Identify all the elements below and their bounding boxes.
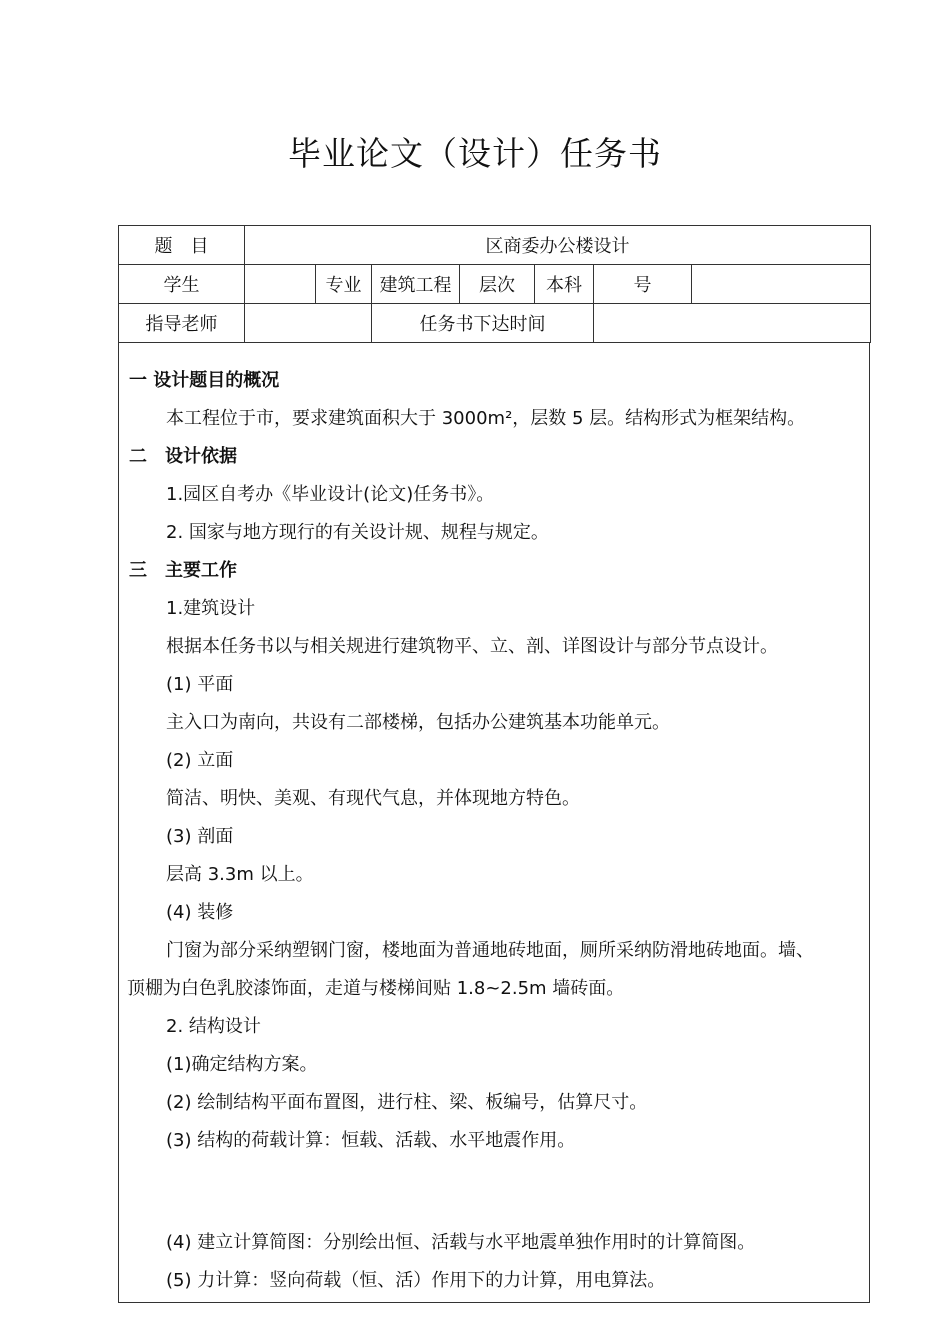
structure-heading: 2. 结构设计 <box>166 1016 261 1037</box>
plan-heading: (1) 平面 <box>166 674 234 695</box>
decoration-text-2: 顶棚为白色乳胶漆饰面，走道与楼梯间贴 1.8~2.5m 墙砖面。 <box>127 978 625 999</box>
elevation-heading: (2) 立面 <box>166 750 234 771</box>
level-value: 本科 <box>535 265 594 304</box>
student-label: 学生 <box>119 265 245 304</box>
info-table <box>118 225 871 343</box>
basis-item-2: 2. 国家与地方现行的有关设计规、规程与规定。 <box>166 522 549 543</box>
major-label: 专业 <box>316 265 372 304</box>
section-view-heading: (3) 剖面 <box>166 826 234 847</box>
section-heading-basis: 二 设计依据 <box>129 446 237 467</box>
decoration-heading: (4) 装修 <box>166 902 234 923</box>
advisor-label: 指导老师 <box>119 304 245 343</box>
issue-time-value <box>594 304 871 343</box>
issue-time-label: 任务书下达时间 <box>372 304 594 343</box>
structure-item-4: (4) 建立计算简图：分别绘出恒、活载与水平地震单独作用时的计算简图。 <box>166 1232 756 1253</box>
overview-text: 本工程位于市，要求建筑面积大于 3000m²，层数 5 层。结构形式为框架结构。 <box>166 408 806 429</box>
topic-value: 区商委办公楼设计 <box>245 226 871 265</box>
structure-item-3: (3) 结构的荷载计算：恒载、活载、水平地震作用。 <box>166 1130 576 1151</box>
number-value <box>692 265 871 304</box>
arch-text: 根据本任务书以与相关规进行建筑物平、立、剖、详图设计与部分节点设计。 <box>166 636 778 657</box>
number-label: 号 <box>594 265 692 304</box>
advisor-row <box>119 304 871 343</box>
major-value: 建筑工程 <box>372 265 460 304</box>
task-content <box>118 343 870 1303</box>
plan-text: 主入口为南向，共设有二部楼梯，包括办公建筑基本功能单元。 <box>166 712 670 733</box>
structure-item-1: (1)确定结构方案。 <box>166 1054 318 1075</box>
student-value <box>245 265 316 304</box>
section-view-text: 层高 3.3m 以上。 <box>166 864 314 885</box>
student-row <box>119 265 871 304</box>
arch-heading: 1.建筑设计 <box>166 598 256 619</box>
topic-row <box>119 226 871 265</box>
structure-item-2: (2) 绘制结构平面布置图，进行柱、梁、板编号，估算尺寸。 <box>166 1092 648 1113</box>
elevation-text: 简洁、明快、美观、有现代气息，并体现地方特色。 <box>166 788 580 809</box>
structure-item-5: (5) 力计算：竖向荷载（恒、活）作用下的力计算，用电算法。 <box>166 1270 666 1291</box>
basis-item-1: 1.园区自考办《毕业设计(论文)任务书》。 <box>166 484 495 505</box>
topic-label: 题 目 <box>119 226 245 265</box>
decoration-text-1: 门窗为部分采纳塑钢门窗，楼地面为普通地砖地面，厕所采纳防滑地砖地面。墙、 <box>166 940 814 961</box>
section-heading-work: 三 主要工作 <box>129 560 237 581</box>
page-title: 毕业论文（设计）任务书 <box>288 134 662 173</box>
advisor-value <box>245 304 372 343</box>
level-label: 层次 <box>460 265 535 304</box>
section-heading-overview: 一 设计题目的概况 <box>129 370 280 391</box>
